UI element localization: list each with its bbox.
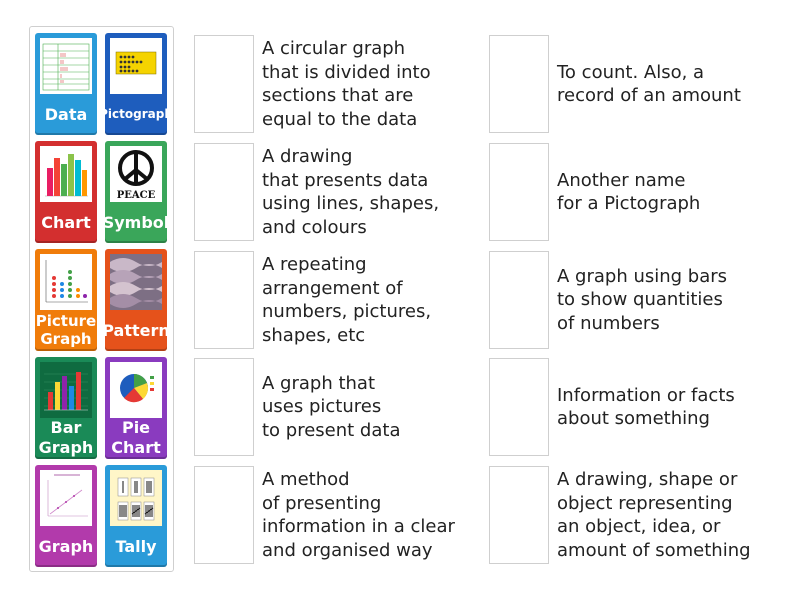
peace-text: PEACE — [116, 190, 156, 201]
tile-data[interactable] — [35, 33, 97, 135]
drop-zone[interactable] — [489, 35, 549, 133]
tile-pie-chart[interactable] — [105, 357, 167, 459]
tile-tally[interactable] — [105, 465, 167, 567]
definition-text: A drawing that presents data using lines, shapes, and colours — [262, 146, 440, 238]
pie-chart-thumbnail — [110, 362, 162, 418]
tile-label: Chart — [41, 212, 91, 232]
definition-text: A method of presenting information in a clear and organised way — [262, 469, 455, 561]
tile-pattern[interactable] — [102, 249, 170, 351]
tile-chart[interactable] — [35, 141, 97, 243]
drop-zone[interactable] — [194, 35, 254, 133]
drop-zone[interactable] — [489, 143, 549, 241]
wavy-pattern-thumbnail — [110, 254, 162, 310]
picture-graph-thumbnail — [40, 254, 92, 310]
definition-text: To count. Also, a record of an amount — [557, 61, 741, 106]
definition-text: A graph using bars to show quantities of numbers — [557, 265, 728, 334]
drop-zone[interactable] — [489, 251, 549, 349]
tile-picture-graph[interactable] — [35, 249, 97, 351]
tile-graph[interactable] — [35, 465, 97, 567]
bar-graph-thumbnail — [40, 362, 92, 418]
tile-label: Tally — [115, 536, 157, 556]
peace-symbol-thumbnail — [110, 146, 162, 202]
data-table-thumbnail — [40, 38, 92, 94]
line-graph-thumbnail — [40, 470, 92, 526]
definition-text: A circular graph that is divided into sections that are equal to the data — [262, 38, 431, 130]
drop-zone[interactable] — [194, 466, 254, 564]
tile-label: Graph — [38, 536, 94, 556]
drop-zone[interactable] — [489, 358, 549, 456]
definition-text: Another name for a Pictograph — [557, 169, 701, 214]
tile-label: Symbol — [102, 212, 170, 232]
drop-zone[interactable] — [489, 466, 549, 564]
definition-text: A repeating arrangement of numbers, pictures, shapes, etc — [262, 254, 432, 346]
tile-symbol[interactable] — [102, 141, 170, 243]
drop-zone[interactable] — [194, 251, 254, 349]
drop-zone[interactable] — [194, 143, 254, 241]
tile-label: Data — [44, 104, 88, 124]
tile-label: Picture Graph — [35, 312, 97, 348]
tile-label: Pattern — [102, 320, 170, 340]
tile-label: Pictograph — [99, 106, 173, 121]
pictograph-thumbnail — [110, 38, 162, 94]
tally-marks-thumbnail — [110, 470, 162, 526]
bar-chart-thumbnail — [40, 146, 92, 202]
definition-text: Information or facts about something — [557, 384, 735, 429]
definition-text: A drawing, shape or object representing an object, idea, or amount of something — [557, 469, 751, 561]
definition-text: A graph that uses pictures to present data — [262, 372, 401, 441]
tile-bar-graph[interactable] — [35, 357, 97, 459]
tile-pictograph[interactable] — [99, 33, 173, 135]
tile-label: Pie Chart — [111, 418, 161, 457]
drop-zone[interactable] — [194, 358, 254, 456]
tile-label: Bar Graph — [38, 418, 94, 457]
